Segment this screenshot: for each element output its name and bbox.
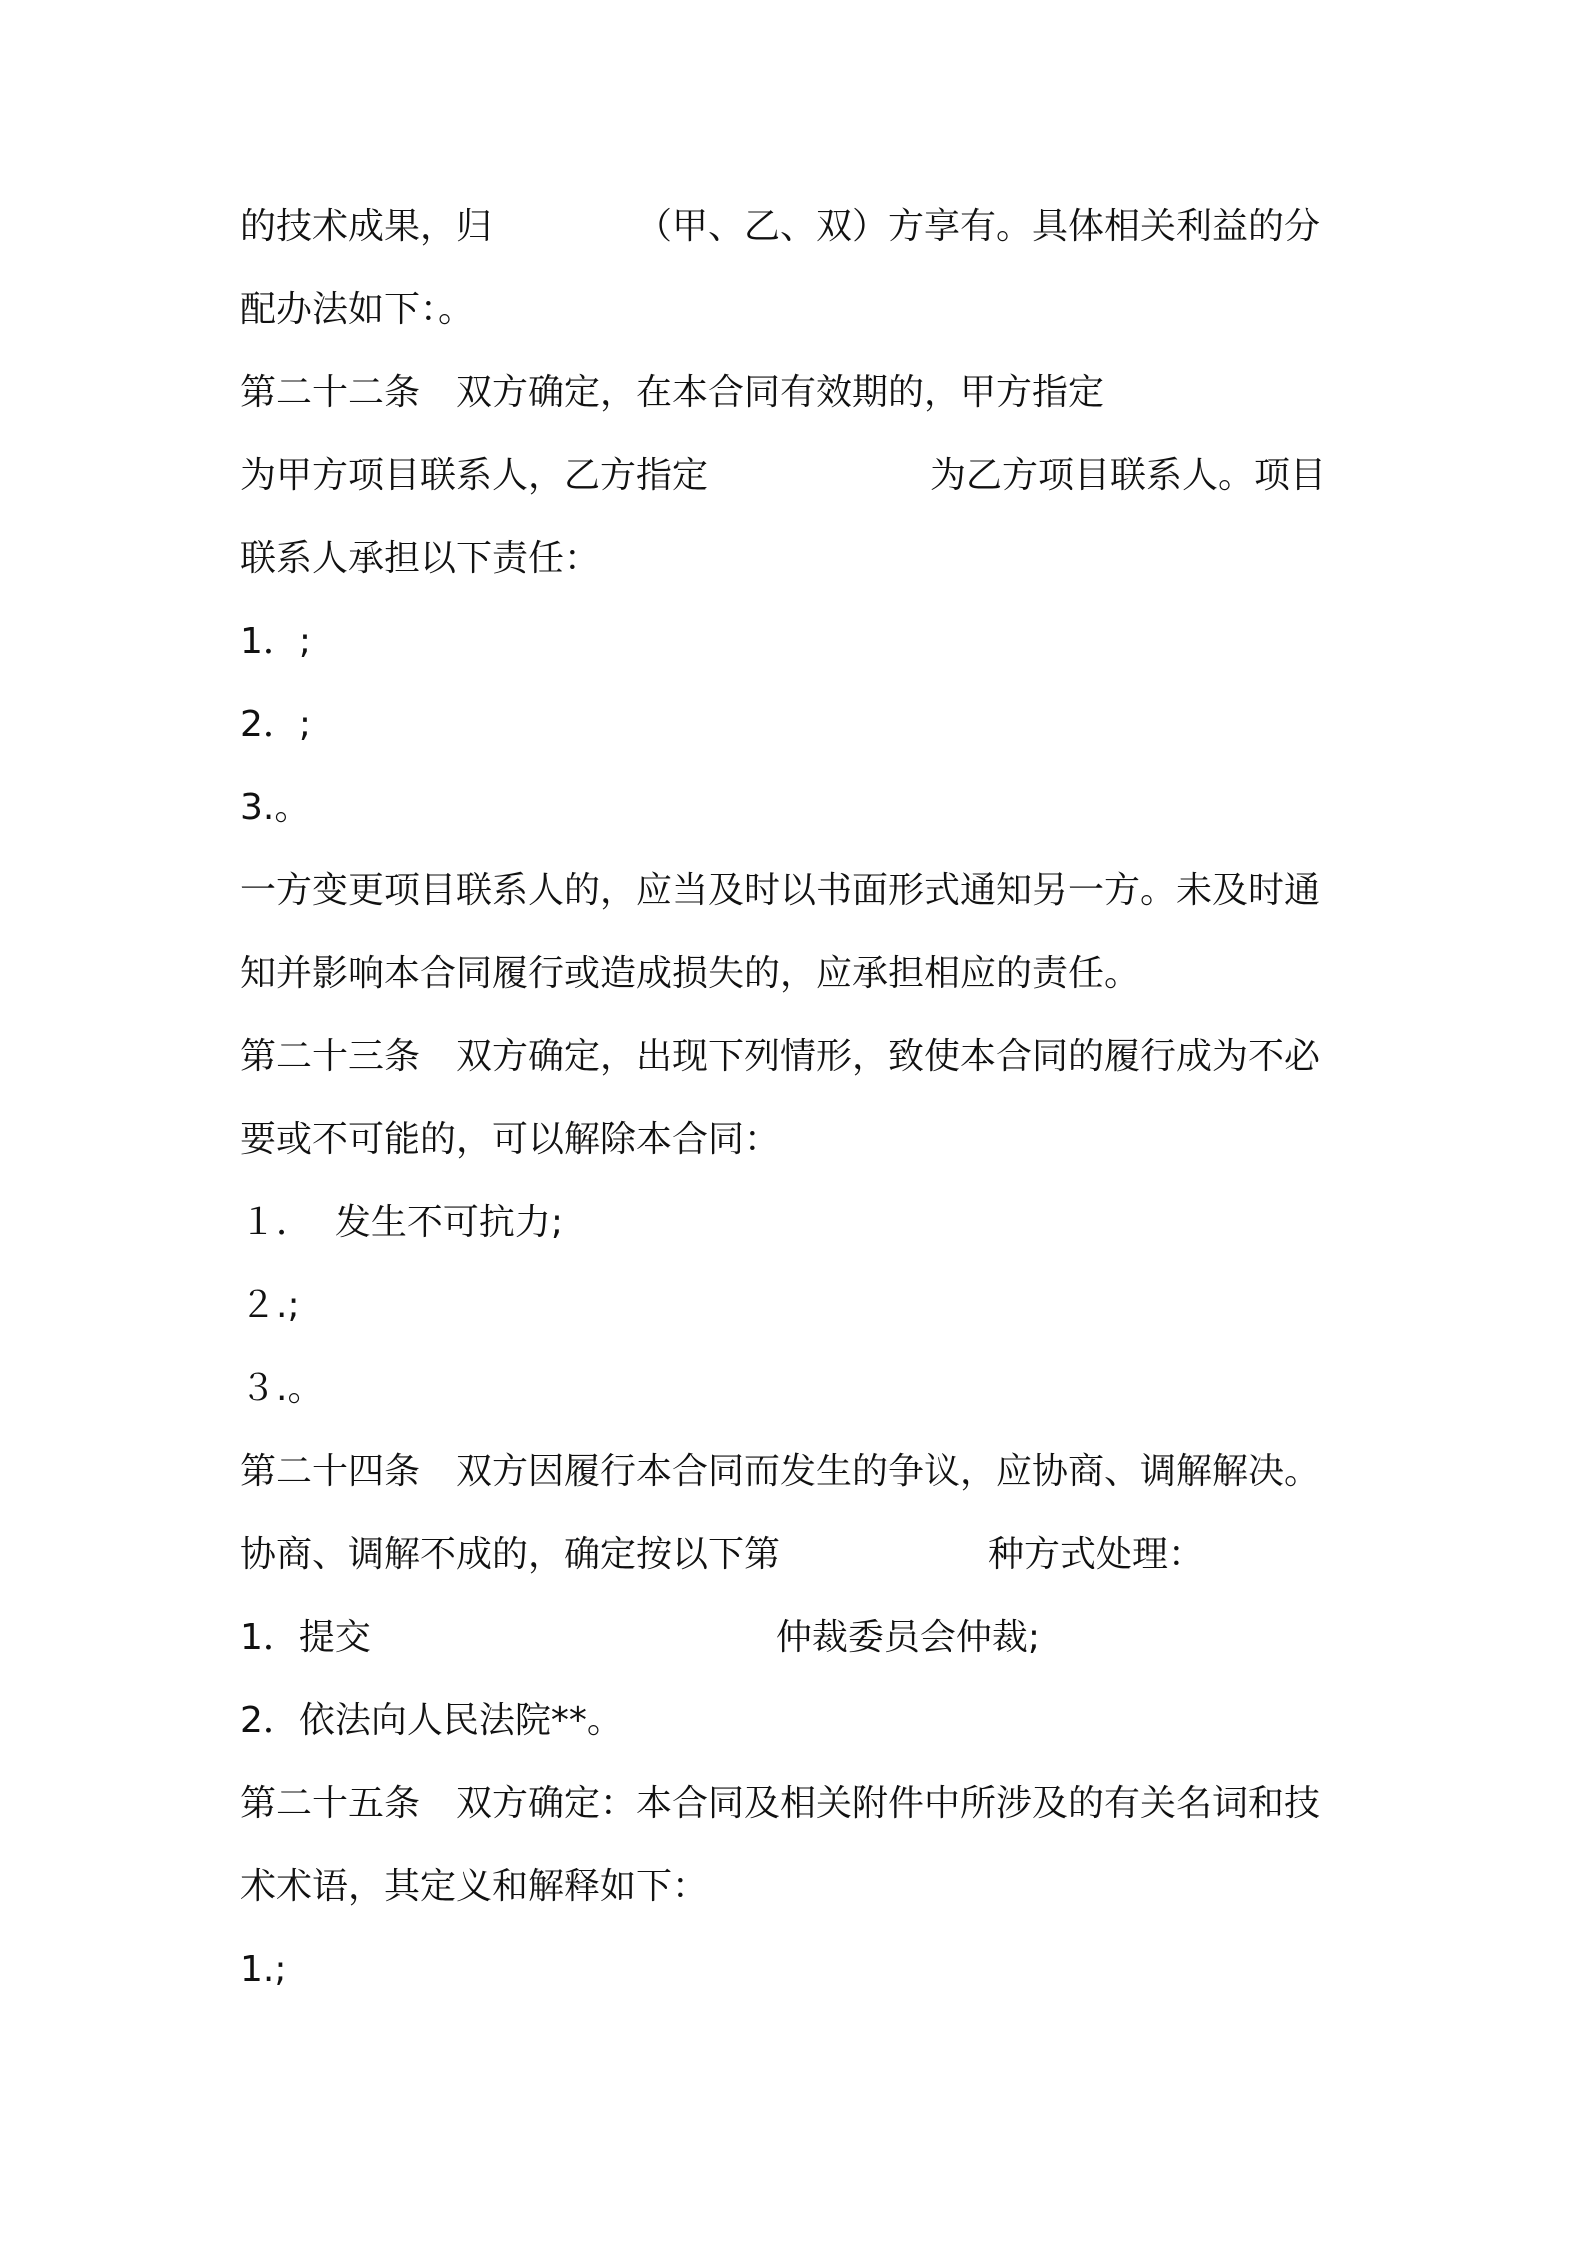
list-item <box>240 612 311 672</box>
line-text: 第二十三条 双方确定，出现下列情形，致使本合同的履行成为不必 <box>240 1036 1321 1077</box>
list-item <box>240 1608 1040 1668</box>
line-text: 配办法如下：。 <box>240 289 475 330</box>
line-text: 一方变更项目联系人的，应当及时以书面形式通知另一方。未及时通 <box>240 870 1321 911</box>
list-item <box>240 1193 563 1253</box>
list-item <box>240 1691 623 1751</box>
text-line <box>240 446 1326 506</box>
list-item <box>240 1276 300 1336</box>
line-text: 2．; <box>240 704 312 745</box>
line-text: 协商、调解不成的，确定按以下第 <box>240 1534 781 1575</box>
line-text: （甲、乙、双）方享有。具体相关利益的分 <box>636 206 1321 247</box>
text-line <box>240 529 600 589</box>
text-line <box>240 197 1320 257</box>
line-text: 要或不可能的，可以解除本合同： <box>240 1119 781 1160</box>
line-text: 2．依法向人民法院**。 <box>240 1700 623 1741</box>
line-text: １． 发生不可抗力; <box>240 1202 564 1243</box>
line-text: 术术语，其定义和解释如下： <box>240 1866 709 1907</box>
line-text: 第二十五条 双方确定：本合同及相关附件中所涉及的有关名词和技 <box>240 1783 1321 1824</box>
text-line <box>240 280 474 340</box>
section-25-heading-line <box>240 1774 1320 1834</box>
section-24-heading-line <box>240 1442 1320 1502</box>
list-item <box>240 1359 323 1419</box>
line-text: 种方式处理： <box>988 1534 1205 1575</box>
line-text: 知并影响本合同履行或造成损失的，应承担相应的责任。 <box>240 953 1141 994</box>
line-text: 第二十二条 双方确定，在本合同有效期的，甲方指定 <box>240 372 1105 413</box>
line-text: 仲裁委员会仲裁; <box>775 1617 1041 1658</box>
line-text: ３.。 <box>240 1368 324 1409</box>
line-text: 为甲方项目联系人，乙方指定 <box>240 455 709 496</box>
line-text: 1．提交 <box>240 1617 371 1658</box>
section-22-heading-line <box>240 363 1104 423</box>
line-text: 1.; <box>240 1949 287 1990</box>
line-text: ２.; <box>240 1285 300 1326</box>
text-line <box>240 944 1140 1004</box>
line-text: 的技术成果，归 <box>240 206 493 247</box>
line-text: 1．; <box>240 621 312 662</box>
text-line <box>240 861 1320 921</box>
text-line <box>240 1110 780 1170</box>
line-text: 为乙方项目联系人。项目 <box>930 455 1327 496</box>
list-item <box>240 695 311 755</box>
section-23-heading-line <box>240 1027 1320 1087</box>
line-text: 联系人承担以下责任： <box>240 538 601 579</box>
line-text: 第二十四条 双方因履行本合同而发生的争议，应协商、调解解决。 <box>240 1451 1321 1492</box>
text-line <box>240 1857 708 1917</box>
line-text: 3.。 <box>240 787 311 828</box>
list-item <box>240 778 310 838</box>
text-line <box>240 1525 1204 1585</box>
list-item <box>240 1940 286 2000</box>
